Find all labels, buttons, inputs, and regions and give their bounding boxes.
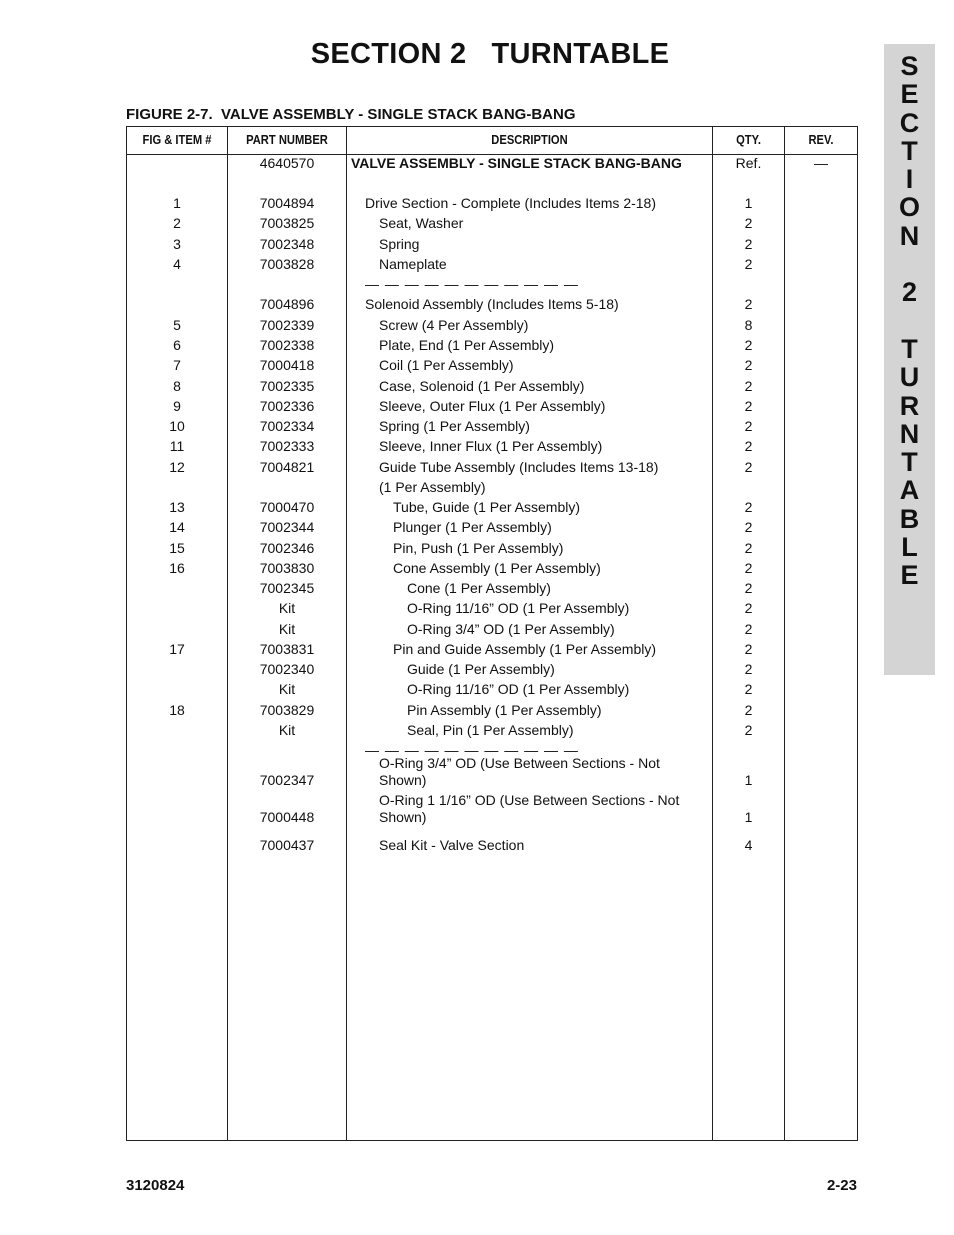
header-qty: QTY. xyxy=(736,132,761,147)
side-tab-gap xyxy=(884,307,935,335)
row-description: Cone (1 Per Assembly) xyxy=(407,580,551,596)
row-item-number: 12 xyxy=(169,459,185,475)
row-quantity: 2 xyxy=(744,256,753,272)
row-description: Seat, Washer xyxy=(379,215,464,231)
row-description: Drive Section - Complete (Includes Items 2-18) xyxy=(365,195,656,211)
side-tab-letter: O xyxy=(898,192,920,223)
row-description: Cone Assembly (1 Per Assembly) xyxy=(393,560,601,576)
side-tab-letter: B xyxy=(899,503,920,534)
row-quantity: 2 xyxy=(744,459,753,475)
row-quantity: 2 xyxy=(744,540,753,556)
side-tab-letter: U xyxy=(899,362,920,393)
row-item-number: 7 xyxy=(173,357,181,373)
row-part-number: 7002338 xyxy=(259,337,315,353)
row-quantity: 2 xyxy=(744,398,753,414)
group-separator: — — — — — — — — — — — xyxy=(365,742,579,758)
row-part-number: 7002345 xyxy=(259,580,315,596)
table-body xyxy=(127,127,857,1140)
row-item-number: 3 xyxy=(173,236,181,252)
row-part-number: 7002334 xyxy=(259,418,315,434)
row-part-number: 7004894 xyxy=(259,195,315,211)
row-part-number: 7000470 xyxy=(259,499,315,515)
footer-page-number: 2-23 xyxy=(826,1177,857,1194)
side-tab-letter: N xyxy=(899,418,920,449)
row-item-number: 2 xyxy=(173,215,181,231)
row-description: Guide (1 Per Assembly) xyxy=(407,661,555,677)
row-description: Spring (1 Per Assembly) xyxy=(379,418,530,434)
row-quantity: 8 xyxy=(744,317,753,333)
row-part-number: 4640570 xyxy=(259,155,315,171)
side-tab-letter: L xyxy=(901,532,918,563)
row-part-number: 7004821 xyxy=(259,459,315,475)
row-quantity: 4 xyxy=(744,837,753,853)
row-description: Seal Kit - Valve Section xyxy=(379,837,525,853)
side-tab-letter: E xyxy=(900,79,919,110)
row-part-number: 7002340 xyxy=(259,661,315,677)
row-description: Solenoid Assembly (Includes Items 5-18) xyxy=(365,296,619,312)
row-part-number: 7002336 xyxy=(259,398,315,414)
side-tab-letter: R xyxy=(899,390,920,421)
parts-table xyxy=(126,126,858,1141)
row-quantity: 1 xyxy=(744,809,753,825)
row-part-number: 7003825 xyxy=(259,215,315,231)
side-tab-letter: N xyxy=(899,220,920,251)
side-tab-letter: C xyxy=(899,107,920,138)
row-description: O-Ring 11/16” OD (1 Per Assembly) xyxy=(407,681,630,697)
row-quantity: 2 xyxy=(744,418,753,434)
row-description: Seal, Pin (1 Per Assembly) xyxy=(407,722,574,738)
row-part-number: 7004896 xyxy=(259,296,315,312)
row-quantity: 2 xyxy=(744,499,753,515)
header-part-number: PART NUMBER xyxy=(246,132,328,147)
row-item-number: 10 xyxy=(169,418,185,434)
row-quantity: 2 xyxy=(744,337,753,353)
row-quantity: 2 xyxy=(744,215,753,231)
row-quantity: 2 xyxy=(744,722,753,738)
row-part-number: 7002333 xyxy=(259,438,315,454)
row-part-number: 7002344 xyxy=(259,519,315,535)
row-quantity: 2 xyxy=(744,681,753,697)
row-item-number: 1 xyxy=(173,195,181,211)
row-revision: — xyxy=(814,155,828,171)
footer-document-number: 3120824 xyxy=(126,1177,185,1194)
row-part-number: Kit xyxy=(278,600,296,616)
row-part-number: 7000418 xyxy=(259,357,315,373)
row-description: Pin and Guide Assembly (1 Per Assembly) xyxy=(393,641,657,657)
header-rev: REV. xyxy=(808,132,834,147)
row-description: Sleeve, Outer Flux (1 Per Assembly) xyxy=(379,398,606,414)
row-description: Guide Tube Assembly (Includes Items 13-18) xyxy=(379,459,659,475)
side-tab-letter: T xyxy=(901,135,918,166)
row-description: O-Ring 3/4” OD (Use Between Sections - Not Shown) xyxy=(379,755,660,788)
row-quantity: 2 xyxy=(744,378,753,394)
row-quantity: 2 xyxy=(744,641,753,657)
row-part-number: 7003829 xyxy=(259,702,315,718)
row-item-number: 14 xyxy=(169,519,185,535)
row-item-number: 16 xyxy=(169,560,185,576)
row-item-number: 17 xyxy=(169,641,185,657)
row-quantity: 2 xyxy=(744,621,753,637)
side-tab-letter: S xyxy=(900,51,919,81)
row-quantity: 2 xyxy=(744,600,753,616)
section-title: SECTION 2 TURNTABLE xyxy=(310,38,670,70)
row-item-number: 5 xyxy=(173,317,181,333)
row-quantity: 2 xyxy=(744,236,753,252)
row-part-number: 7003831 xyxy=(259,641,315,657)
row-quantity: Ref. xyxy=(735,155,762,171)
row-part-number: 7002335 xyxy=(259,378,315,394)
row-description: O-Ring 3/4” OD (1 Per Assembly) xyxy=(407,621,615,637)
section-side-tab xyxy=(884,44,935,675)
row-item-number: 18 xyxy=(169,702,185,718)
side-tab-letter: T xyxy=(901,333,918,364)
row-part-number: 7002347 xyxy=(259,772,315,788)
row-item-number: 8 xyxy=(173,378,181,394)
row-quantity: 2 xyxy=(744,519,753,535)
row-description: (1 Per Assembly) xyxy=(379,479,486,495)
row-quantity: 2 xyxy=(744,661,753,677)
row-description: VALVE ASSEMBLY - SINGLE STACK BANG-BANG xyxy=(351,155,682,171)
row-description: Coil (1 Per Assembly) xyxy=(379,357,514,373)
side-tab-letter: T xyxy=(901,447,918,478)
side-tab-letter: E xyxy=(900,560,919,591)
row-quantity: 2 xyxy=(744,357,753,373)
row-item-number: 11 xyxy=(169,438,185,454)
row-part-number: 7002339 xyxy=(259,317,315,333)
row-part-number: 7002348 xyxy=(259,236,315,252)
row-part-number: 7002346 xyxy=(259,540,315,556)
row-quantity: 1 xyxy=(744,772,753,788)
row-part-number: Kit xyxy=(278,681,296,697)
row-part-number: Kit xyxy=(278,621,296,637)
row-description: O-Ring 1 1/16” OD (Use Between Sections - Not Shown) xyxy=(379,792,680,825)
row-description: Case, Solenoid (1 Per Assembly) xyxy=(379,378,585,394)
row-quantity: 2 xyxy=(744,580,753,596)
row-part-number: 7003828 xyxy=(259,256,315,272)
row-quantity: 1 xyxy=(744,195,753,211)
row-item-number: 9 xyxy=(173,398,181,414)
header-description: DESCRIPTION xyxy=(491,132,568,147)
row-quantity: 2 xyxy=(744,560,753,576)
row-quantity: 2 xyxy=(744,702,753,718)
row-description: Sleeve, Inner Flux (1 Per Assembly) xyxy=(379,438,603,454)
row-description: Plunger (1 Per Assembly) xyxy=(393,519,552,535)
row-quantity: 2 xyxy=(744,438,753,454)
row-part-number: 7000448 xyxy=(259,809,315,825)
side-tab-letter: I xyxy=(905,164,914,195)
row-quantity: 2 xyxy=(744,296,753,312)
row-description: Spring xyxy=(379,236,420,252)
row-description: O-Ring 11/16” OD (1 Per Assembly) xyxy=(407,600,630,616)
row-item-number: 13 xyxy=(169,499,185,515)
side-tab-letter: 2 xyxy=(901,277,918,308)
row-part-number: 7003830 xyxy=(259,560,315,576)
side-tab-gap xyxy=(884,250,935,278)
row-description: Nameplate xyxy=(379,256,447,272)
row-description: Pin, Push (1 Per Assembly) xyxy=(393,540,564,556)
figure-caption: FIGURE 2-7. VALVE ASSEMBLY - SINGLE STACK BANG-BANG xyxy=(126,106,576,123)
row-description: Pin Assembly (1 Per Assembly) xyxy=(407,702,602,718)
header-fig-item: FIG & ITEM # xyxy=(142,132,212,147)
row-item-number: 6 xyxy=(173,337,181,353)
group-separator: — — — — — — — — — — — xyxy=(365,276,579,292)
row-part-number: 7000437 xyxy=(259,837,315,853)
row-description: Plate, End (1 Per Assembly) xyxy=(379,337,555,353)
row-description: Tube, Guide (1 Per Assembly) xyxy=(393,499,581,515)
row-description: Screw (4 Per Assembly) xyxy=(379,317,529,333)
row-item-number: 4 xyxy=(173,256,181,272)
row-item-number: 15 xyxy=(169,540,185,556)
side-tab-letter: A xyxy=(899,475,920,506)
row-part-number: Kit xyxy=(278,722,296,738)
